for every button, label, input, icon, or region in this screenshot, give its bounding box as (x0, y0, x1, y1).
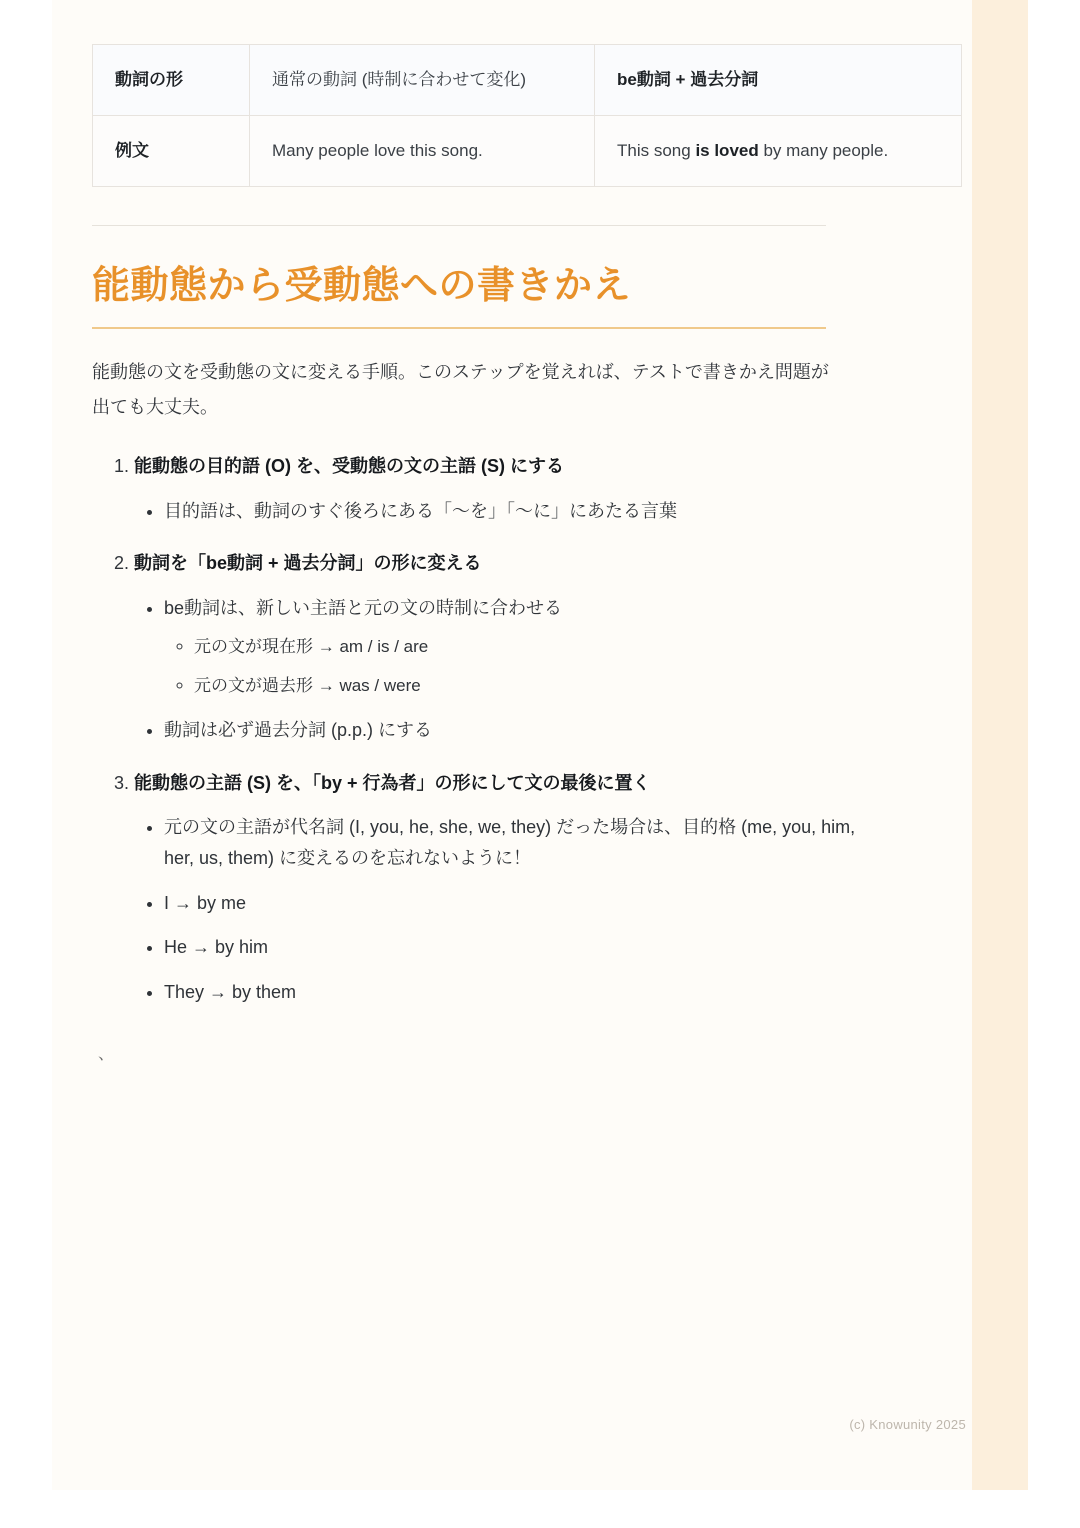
page-title: 能動態から受動態への書きかえ (92, 264, 632, 307)
passive-bold-text: is loved (695, 140, 759, 160)
row-passive-cell (595, 115, 962, 186)
row-active-cell: Many people love this song. (250, 115, 595, 186)
title-underline (92, 327, 826, 329)
step-bullets (134, 812, 882, 1007)
step-title: 動詞を「be動詞 + 過去分詞」の形に変える (134, 553, 482, 574)
list-item: • 動詞は必ず過去分詞 (p.p.) にする (164, 715, 882, 746)
document-body (92, 0, 889, 1064)
row-label: 動詞の形 (93, 45, 250, 116)
list-item (134, 451, 882, 526)
row-label: 例文 (93, 115, 250, 186)
page-side-strip (972, 0, 1028, 1490)
footer-credit: (c) Knowunity 2025 (849, 1417, 966, 1432)
list-item: • 目的語は、動詞のすぐ後ろにある「〜を」「〜に」にあたる言葉 (164, 496, 882, 527)
step-bullets (134, 593, 882, 746)
document-page (52, 0, 1028, 1490)
step-title: 能動態の主語 (S) を、「by + 行為者」の形にして文の最後に置く (134, 772, 651, 793)
table-row (93, 115, 962, 186)
section-lead-text: 能動態の文を受動態の文に変える手順。このステップを覚えれば、テストで書きかえ問題が出ても大丈夫。 (92, 361, 829, 417)
list-item: • 元の文の主語が代名詞 (I, you, he, she, we, they) だった場合は、目的格 (me, you, him, her, us, them) に変えるのを忘れないように！ (164, 812, 882, 873)
list-item: • I → by me (164, 888, 882, 919)
step-bullets (134, 496, 882, 527)
list-item (164, 593, 882, 701)
list-item (134, 768, 882, 1008)
row-passive-bold: be動詞 + 過去分詞 (617, 70, 759, 89)
comparison-table (92, 44, 962, 187)
step-sub-bullets (164, 633, 882, 701)
passive-pre-text: This song (617, 140, 696, 160)
step-title: 能動態の目的語 (O) を、受動態の文の主語 (S) にする (134, 456, 564, 477)
stray-mark: 、 (98, 1046, 115, 1064)
row-passive-cell (595, 45, 962, 116)
bullet-text: be動詞は、新しい主語と元の文の時制に合わせる (164, 597, 563, 618)
section-divider (92, 225, 826, 226)
list-item (134, 548, 882, 746)
passive-post-text: by many people. (758, 140, 889, 160)
list-item: ◦ 元の文が過去形 → was / were (194, 672, 882, 701)
list-item: ◦ 元の文が現在形 → am / is / are (194, 633, 882, 662)
table-row (93, 45, 962, 116)
steps-list (92, 451, 882, 1007)
list-item: • He → by him (164, 932, 882, 963)
list-item: • They → by them (164, 977, 882, 1008)
row-active-cell: 通常の動詞 (時制に合わせて変化) (250, 45, 595, 116)
